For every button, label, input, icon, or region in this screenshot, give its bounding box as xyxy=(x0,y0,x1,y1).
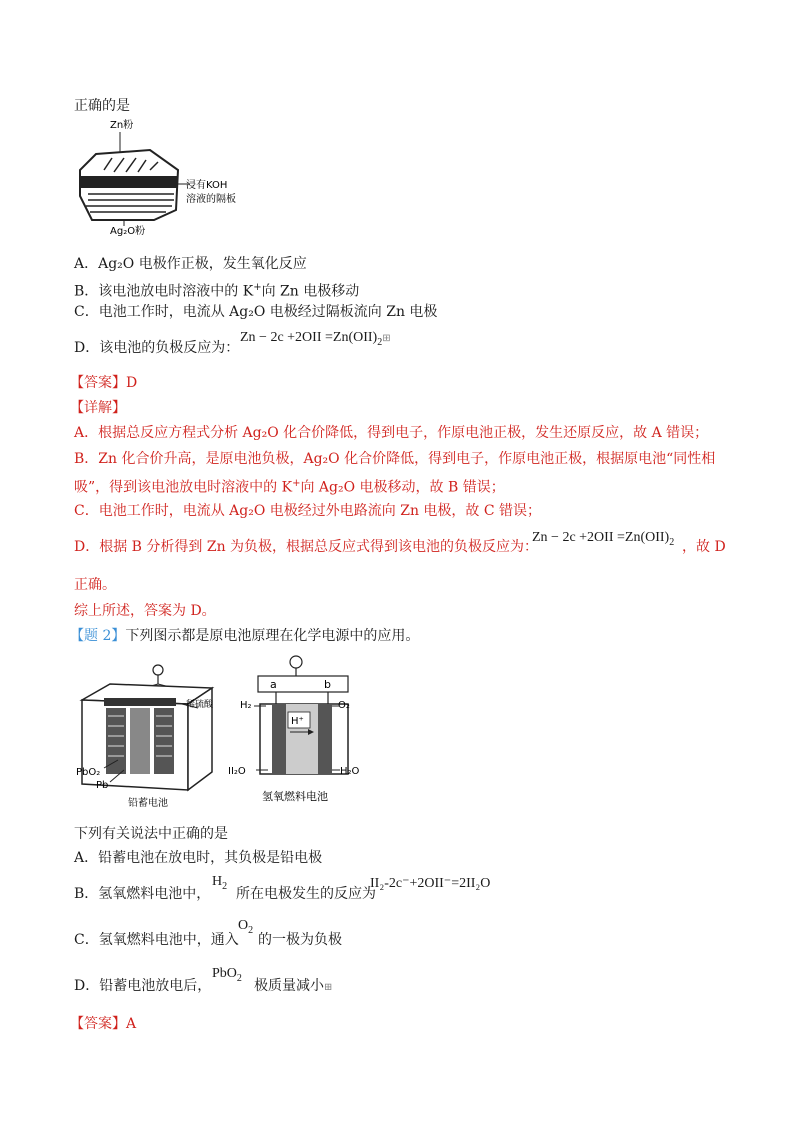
q2-option-c-o2: $O_2$ xyxy=(238,918,254,936)
fig-label-pb: Pb xyxy=(96,780,109,791)
fig-label-o2: O₂ xyxy=(338,700,350,711)
fig-label-b: b xyxy=(324,678,331,691)
q2-stem: 【题 2】下列图示都是原电池原理在化学电源中的应用。 xyxy=(70,628,420,644)
q1-summary: 综上所述，答案为 D。 xyxy=(74,603,216,619)
q1-detail-label: 【详解】 xyxy=(70,400,126,416)
q1-detail-d: D．根据 B 分析得到 Zn 为负极，根据总反应式得到该电池的负极反应为： xyxy=(74,539,539,555)
q2-answer: 【答案】A xyxy=(70,1016,137,1032)
fig-label-ag2o: Ag₂O粉 xyxy=(110,226,146,236)
q1-intro: 正确的是 xyxy=(74,98,130,114)
fig-label-h2o-right: H₂O xyxy=(340,766,360,777)
q2-option-d-pre: D．铅蓄电池放电后， xyxy=(74,978,212,994)
q2-lead-acid-figure xyxy=(74,660,224,810)
q2-option-b-mid: 所在电极发生的反应为 xyxy=(236,886,376,902)
q1-answer: 【答案】D xyxy=(70,375,138,391)
q1-option-a: A．Ag₂O 电极作正极，发生氧化反应 xyxy=(74,256,307,272)
q1-detail-d-end: 正确。 xyxy=(74,577,116,593)
fig-label-pbo2: PbO₂ xyxy=(76,767,101,778)
fig-label-a: a xyxy=(270,678,277,691)
q1-detail-d-post: ，故 D xyxy=(682,539,726,555)
q2-option-b-formula: II₂-2c⁻+2OII⁻=2II₂O xyxy=(370,876,491,891)
q1-battery-figure xyxy=(74,118,274,236)
fig-label-separator-1: 浸有KOH xyxy=(186,180,228,191)
q2-fuel-cell-figure xyxy=(228,652,378,808)
q1-detail-c: C．电池工作时，电流从 Ag₂O 电极经过外电路流向 Zn 电极，故 C 错误； xyxy=(74,503,542,519)
q2-option-c-post: 的一极为负极 xyxy=(258,932,342,948)
q2-option-d-post: 极质量减小⊞ xyxy=(254,978,333,994)
q1-option-c: C．电池工作时，电流从 Ag₂O 电极经过隔板流向 Zn 电极 xyxy=(74,304,438,320)
fig-caption-lead-acid: 铅蓄电池 xyxy=(128,798,168,809)
fig-label-separator-2: 溶液的隔板 xyxy=(186,194,236,205)
fig-label-h2o-left: II₂O xyxy=(228,766,246,777)
q1-option-b: B．该电池放电时溶液中的 K+向 Zn 电极移动 xyxy=(74,282,360,300)
fig-caption-fuel-cell: 氢氧燃料电池 xyxy=(262,790,328,803)
fig-label-acid: 稀硫酸 xyxy=(186,700,214,710)
q2-option-d-pbo2: PbO$_2$ xyxy=(212,966,242,984)
q1-detail-d-formula: $Zn - 2c +2OII =Zn(OII)_2$ xyxy=(532,530,675,548)
q2-option-b-h2: $H_2$ xyxy=(212,874,228,892)
q1-detail-b2: 吸”，得到该电池放电时溶液中的 K+向 Ag₂O 电极移动，故 B 错误； xyxy=(74,478,505,496)
q2-option-a: A．铅蓄电池在放电时，其负极是铅电极 xyxy=(74,850,323,866)
fig-label-hplus: H⁺ xyxy=(291,716,304,727)
q1-detail-a: A．根据总反应方程式分析 Ag₂O 化合价降低，得到电子，作原电池正极，发生还原反应，故 A 错误； xyxy=(74,425,709,441)
q2-option-c-pre: C．氢氧燃料电池中，通入 xyxy=(74,932,239,948)
q2-question: 下列有关说法中正确的是 xyxy=(74,826,228,842)
q1-detail-b1: B．Zn 化合价升高，是原电池负极，Ag₂O 化合价降低，得到电子，作原电池正极，根据原电池“同性相 xyxy=(74,451,716,467)
q1-option-d-formula: $Zn - 2c +2OII =Zn(OII)_2⊞$ xyxy=(240,330,391,348)
fig-label-h2: H₂ xyxy=(240,700,252,711)
fig-label-zn: Zn粉 xyxy=(110,120,134,131)
q2-option-b-pre: B．氢氧燃料电池中， xyxy=(74,886,211,902)
q1-option-d: D．该电池的负极反应为： xyxy=(74,340,240,356)
